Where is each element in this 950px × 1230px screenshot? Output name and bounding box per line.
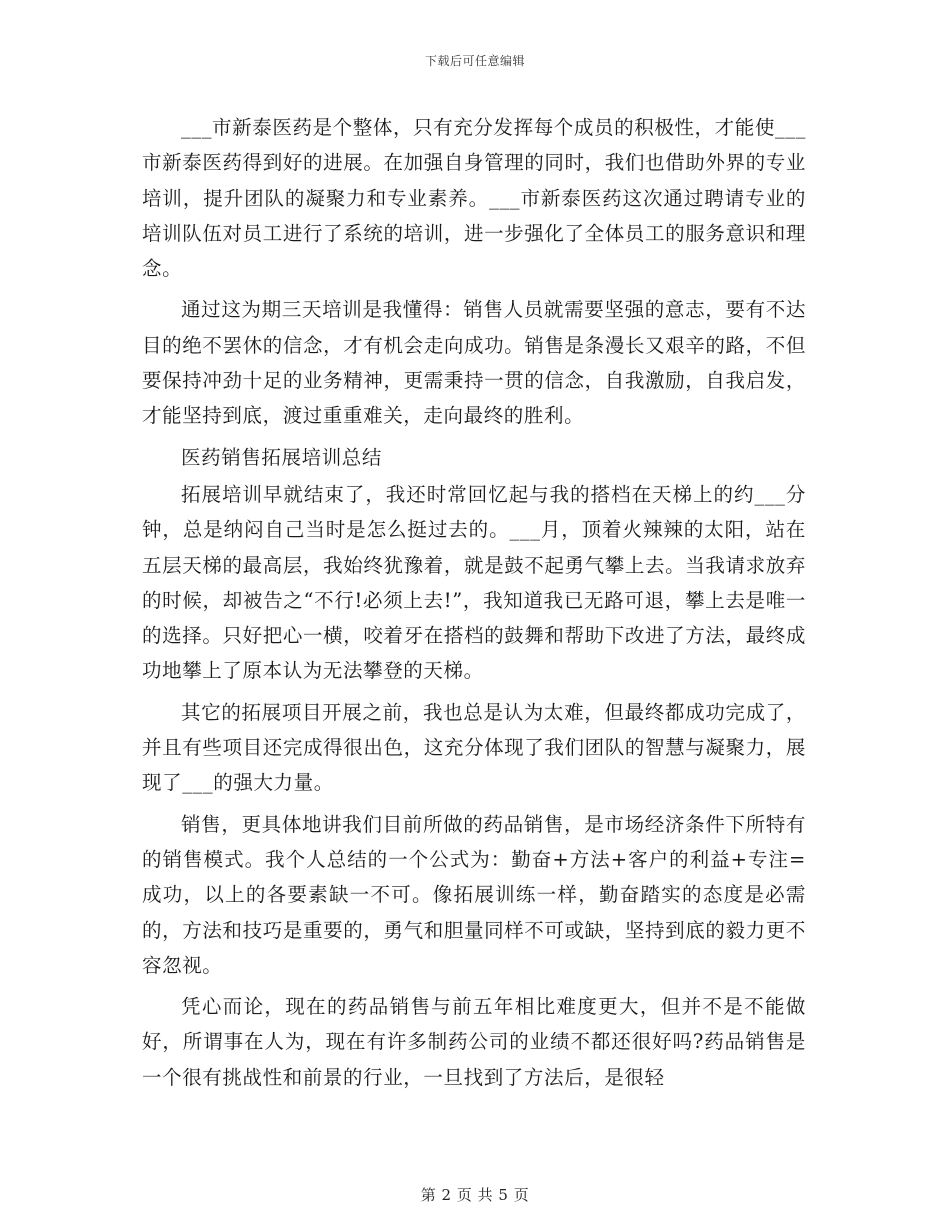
section-title: 医药销售拓展培训总结 bbox=[181, 445, 383, 469]
paragraph-1: ___市新泰医药是个整体，只有充分发挥每个成员的积极性，才能使___市新泰医药得到好的进展。在加强自身管理的同时，我们也借助外界的专业培训，提升团队的凝聚力和专业素养。___市新泰医药这次通过聘请专业的培训队伍对员工进行了系统的培训，进一步强化了全体员工的服务意识和理念。 bbox=[142, 116, 806, 281]
paragraph-5: 销售，更具体地讲我们目前所做的药品销售，是市场经济条件下所特有的销售模式。我个人总结的一个公式为：勤奋+方法+客户的利益+专注=成功，以上的各要素缺一不可。像拓展训练一样，勤奋踏实的态度是必需的，方法和技巧是重要的，勇气和胆量同样不可或缺，坚持到底的毅力更不容忽视。 bbox=[142, 812, 806, 977]
paragraph-3: 拓展培训早就结束了，我还时常回忆起与我的搭档在天梯上的约___分钟，总是纳闷自己当时是怎么挺过去的。___月，顶着火辣辣的太阳，站在五层天梯的最高层，我始终犹豫着，就是鼓不起勇气攀上去。当我请求放弃的时候，却被告之“不行!必须上去!”，我知道我已无路可退，攀上去是唯一的选择。只好把心一横，咬着牙在搭档的鼓舞和帮助下改进了方法，最终成功地攀上了原本认为无法攀登的天梯。 bbox=[142, 482, 806, 683]
page-footer: 第 2 页 共 5 页 bbox=[420, 1186, 530, 1204]
paragraph-4: 其它的拓展项目开展之前，我也总是认为太难，但最终都成功完成了，并且有些项目还完成得很出色，这充分体现了我们团队的智慧与凝聚力，展现了___的强大力量。 bbox=[142, 700, 806, 795]
paragraph-6: 凭心而论，现在的药品销售与前五年相比难度更大，但并不是不能做好，所谓事在人为，现在有许多制药公司的业绩不都还很好吗?药品销售是一个很有挑战性和前景的行业，一旦找到了方法后，是很轻 bbox=[142, 995, 806, 1089]
page-header: 下载后可任意编辑 bbox=[424, 54, 525, 68]
paragraph-2: 通过这为期三天培训是我懂得：销售人员就需要坚强的意志，要有不达目的绝不罢休的信念，才有机会走向成功。销售是条漫长又艰辛的路，不但要保持冲劲十足的业务精神，更需秉持一贯的信念，自我激励，自我启发，才能坚持到底，渡过重重难关，走向最终的胜利。 bbox=[142, 298, 806, 428]
document-body bbox=[142, 110, 806, 1101]
